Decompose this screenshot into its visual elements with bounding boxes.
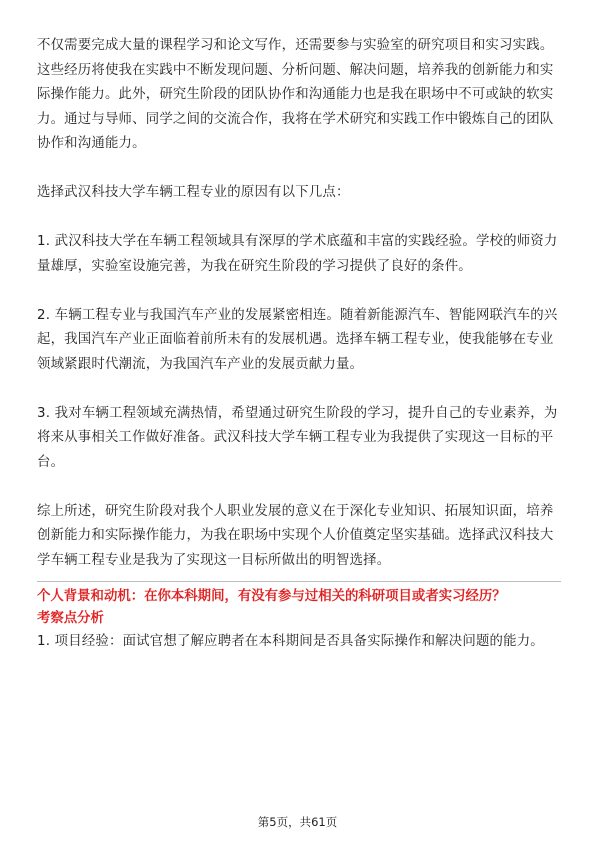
document-body [37,34,561,655]
paragraph-reason-3: 3. 我对车辆工程领域充满热情，希望通过研究生阶段的学习，提升自己的专业素养，为将来从事相关工作做好准备。武汉科技大学车辆工程专业为我提供了实现这一目标的平台。 [37,405,558,470]
analysis-item-1: 1. 项目经验：面试官想了解应聘者在本科期间是否具备实际操作和解决问题的能力。 [37,634,544,649]
page-footer: 第5页，共61页 [257,815,338,829]
paragraph-reason-2: 2. 车辆工程专业与我国汽车产业的发展紧密相连。随着新能源汽车、智能网联汽车的兴起，我国汽车产业正面临着前所未有的发展机遇。选择车辆工程专业，使我能够在专业领域紧跟时代潮流，为我国汽车产业的发展贡献力量。 [37,307,558,372]
paragraph-reasons-heading: 选择武汉科技大学车辆工程专业的原因有以下几点： [37,185,350,200]
analysis-heading: 考察点分析 [37,611,104,626]
paragraph-reason-1: 1. 武汉科技大学在车辆工程领域具有深厚的学术底蕴和丰富的实践经验。学校的师资力量雄厚，实验室设施完善，为我在研究生阶段的学习提供了良好的条件。 [37,234,558,274]
paragraph-summary: 综上所述，研究生阶段对我个人职业发展的意义在于深化专业知识、拓展知识面，培养创新能力和实际操作能力，为我在职场中实现个人价值奠定坚实基础。选择武汉科技大学车辆工程专业是我为了实现这一目标所做出的明智选择。 [37,503,554,568]
question-heading: 个人背景和动机：在你本科期间，有没有参与过相关的科研项目或者实习经历？ [37,589,506,604]
section-divider [37,581,561,582]
paragraph-intro: 不仅需要完成大量的课程学习和论文写作，还需要参与实验室的研究项目和实习实践。这些经历将使我在实践中不断发现问题、分析问题、解决问题，培养我的创新能力和实际操作能力。此外，研究生阶段的团队协作和沟通能力也是我在职场中不可或缺的软实力。通过与导师、同学之间的交流合作，我将在学术研究和实践工作中锻炼自己的团队协作和沟通能力。 [37,38,554,151]
